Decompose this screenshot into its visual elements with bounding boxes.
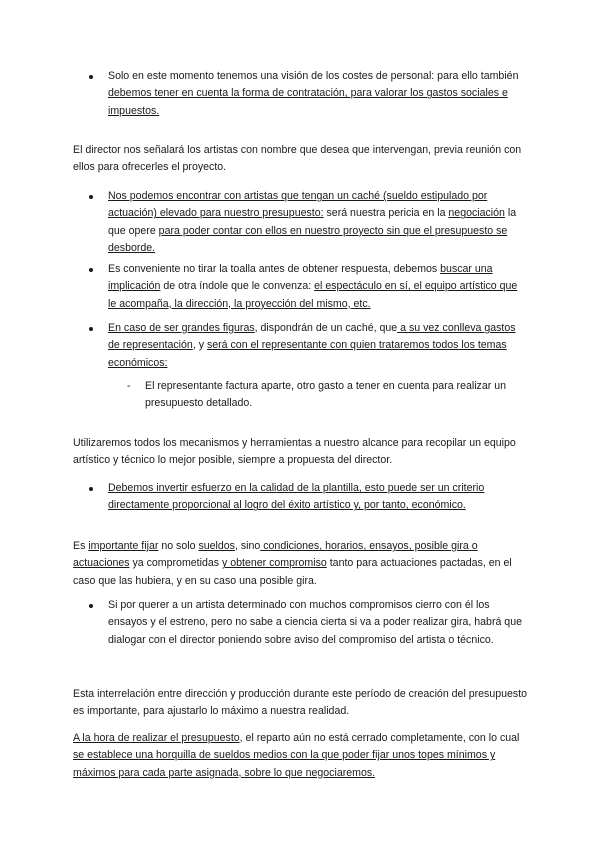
underlined-text: importante fijar bbox=[88, 540, 159, 552]
text-run: la que opere bbox=[108, 207, 517, 237]
paragraph-team-mechanisms bbox=[73, 435, 528, 470]
underlined-text: a su vez conlleva gastos de representación bbox=[108, 322, 516, 352]
text-run: El representante factura aparte, otro gasto a tener en cuenta para realizar un presupuesto detallado. bbox=[145, 380, 506, 410]
text-run: de otra índole que le convenza: bbox=[160, 280, 315, 293]
underlined-text: buscar una implicación bbox=[108, 263, 493, 293]
bullet-seek-involvement bbox=[108, 261, 528, 313]
text-run: Solo en este momento tenemos una visión de los costes de personal: para ello también bbox=[108, 70, 519, 82]
text-run: Esta interrelación entre dirección y producción durante este período de creación del presupuesto es importante, para ajustarlo lo máximo a nuestra realidad. bbox=[73, 688, 528, 718]
text-run: Utilizaremos todos los mecanismos y herramientas a nuestro alcance para recopilar un equipo artístico y técnico lo mejor posible, siempre a propuesta del director. bbox=[73, 437, 516, 467]
paragraph-director-artists bbox=[73, 142, 528, 177]
underlined-text: para poder contar con ellos en nuestro proyecto sin que el presupuesto se desborde. bbox=[108, 224, 508, 255]
text-run: será nuestra pericia en la bbox=[323, 207, 449, 220]
underlined-text: sueldos bbox=[198, 540, 235, 552]
bullet-high-fee-artists bbox=[108, 188, 528, 258]
bullet-artist-commitments bbox=[108, 597, 528, 649]
underlined-text: debemos tener en cuenta la forma de contratación, para valorar los gastos sociales e impuestos. bbox=[108, 87, 508, 117]
underlined-text: se establece una horquilla de sueldos medios con la que poder fijar unos topes mínimos y máximos para cada parte asignada, sobre lo que negociaremos. bbox=[73, 749, 496, 779]
text-run: tanto para actuaciones pactadas, en el caso que las hubiera, y en su caso una posible gira. bbox=[73, 557, 512, 587]
text-run: ya comprometidas bbox=[129, 557, 222, 570]
underlined-text: y obtener compromiso bbox=[221, 557, 327, 570]
underlined-text: negociación bbox=[448, 207, 505, 220]
underlined-text: será con el representante con quien trataremos todos los temas económicos: bbox=[108, 339, 507, 369]
text-run: El director nos señalará los artistas con nombre que desea que intervengan, previa reunión con ellos para ofrecerles el proyecto. bbox=[73, 144, 522, 174]
dash-marker: - bbox=[127, 380, 131, 392]
underlined-text: Nos podemos encontrar con artistas que tengan un caché (sueldo estipulado por actuación) elevado para nuestro presupuesto: bbox=[108, 190, 488, 220]
text-run: Si por querer a un artista determinado con muchos compromisos cierro con él los ensayos y el estreno, pero no sabe a ciencia cierta si va a poder realizar gira, habrá que dialogar con el director poniendo sobre aviso del compromiso del artista o técnico. bbox=[108, 599, 522, 646]
text-run: , dispondrán de un caché, que bbox=[254, 322, 398, 334]
paragraph-budget-range bbox=[73, 730, 528, 782]
bullet-invest-quality bbox=[108, 480, 528, 515]
underlined-text: A la hora de realizar el presupuesto bbox=[73, 732, 240, 744]
text-run: , sino bbox=[234, 540, 261, 552]
text-run: no solo bbox=[158, 540, 199, 552]
underlined-text: En caso de ser grandes figuras bbox=[108, 322, 255, 334]
text-run: , el reparto aún no está cerrado completamente, con lo cual bbox=[239, 732, 520, 744]
underlined-text: condiciones, horarios, ensayos, posible gira o actuaciones bbox=[73, 540, 478, 570]
subitem-representative bbox=[127, 378, 530, 413]
bullet-big-figures bbox=[108, 320, 528, 372]
paragraph-interrelation bbox=[73, 686, 528, 721]
text-run: Es bbox=[73, 540, 89, 552]
paragraph-fix-salaries bbox=[73, 538, 528, 590]
underlined-text: el espectáculo en sí, el equipo artístico que le acompaña, la dirección, la proyección del mismo, etc. bbox=[108, 280, 518, 310]
text-run: Es conveniente no tirar la toalla antes de obtener respuesta, debemos bbox=[108, 263, 441, 275]
underlined-text: Debemos invertir esfuerzo en la calidad de la plantilla, esto puede ser un criterio directamente proporcional al logro del éxito artístico y, por tanto, económico. bbox=[108, 482, 485, 512]
text-run: , y bbox=[192, 339, 207, 352]
bullet-personal-costs bbox=[108, 68, 528, 120]
